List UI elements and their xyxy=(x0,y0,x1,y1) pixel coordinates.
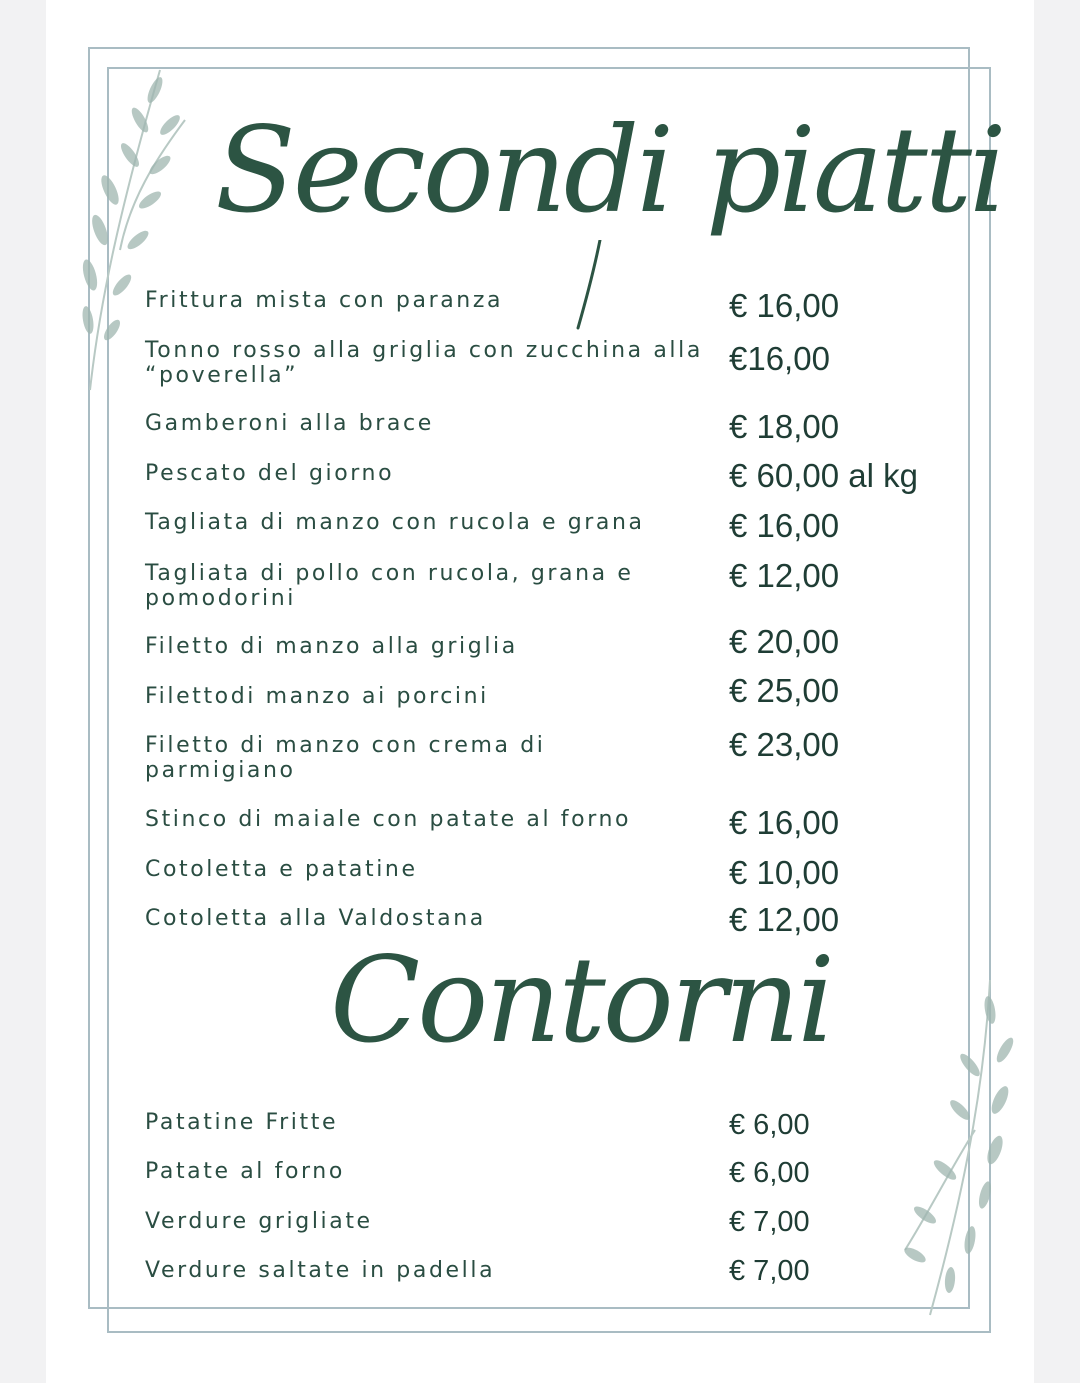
side-dish-name: Verdure grigliate xyxy=(145,1209,373,1234)
side-dish-price: € 6,00 xyxy=(729,1157,810,1189)
side-dish-name: Patate al forno xyxy=(145,1159,345,1184)
dish-name: Filetto di manzo alla griglia xyxy=(145,634,518,659)
side-dish-price: € 6,00 xyxy=(729,1109,810,1141)
side-dish-name: Verdure saltate in padella xyxy=(145,1258,496,1283)
dish-price: € 16,00 xyxy=(729,804,840,841)
dish-price: € 18,00 xyxy=(729,408,840,445)
dish-price: € 20,00 xyxy=(729,623,840,660)
dish-price: € 16,00 xyxy=(729,287,840,324)
dish-name: Tagliata di pollo con rucola, grana e pomodorini xyxy=(145,561,634,611)
title-flourish-icon xyxy=(560,240,620,330)
leaf-branch-icon xyxy=(890,970,1030,1325)
dish-name: Frittura mista con paranza xyxy=(145,288,504,313)
dish-price: € 25,00 xyxy=(729,672,840,709)
dish-name: Stinco di maiale con patate al forno xyxy=(145,807,632,832)
dish-name: Filetto di manzo con crema di parmigiano xyxy=(145,733,546,783)
dish-name: Gamberoni alla brace xyxy=(145,411,434,436)
side-dish-price: € 7,00 xyxy=(729,1206,810,1238)
dish-price: € 10,00 xyxy=(729,854,840,891)
dish-name: Cotoletta alla Valdostana xyxy=(145,906,486,931)
side-dish-name: Patatine Fritte xyxy=(145,1110,339,1135)
side-dish-price: € 7,00 xyxy=(729,1255,810,1287)
dish-name: Cotoletta e patatine xyxy=(145,857,418,882)
dish-name: Tagliata di manzo con rucola e grana xyxy=(145,510,645,535)
dish-price: €16,00 xyxy=(729,340,830,377)
dish-name: Filettodi manzo ai porcini xyxy=(145,684,489,709)
section-title-secondi: Secondi piatti xyxy=(215,101,1004,239)
dish-price: € 12,00 xyxy=(729,901,840,938)
dish-name: Pescato del giorno xyxy=(145,461,395,486)
section-title-contorni: Contorni xyxy=(330,931,832,1069)
dish-price: € 12,00 xyxy=(729,557,840,594)
dish-name: Tonno rosso alla griglia con zucchina alla “poverella” xyxy=(145,338,703,388)
dish-price: € 23,00 xyxy=(729,726,840,763)
dish-price: € 60,00 al kg xyxy=(729,457,918,494)
dish-price: € 16,00 xyxy=(729,507,840,544)
